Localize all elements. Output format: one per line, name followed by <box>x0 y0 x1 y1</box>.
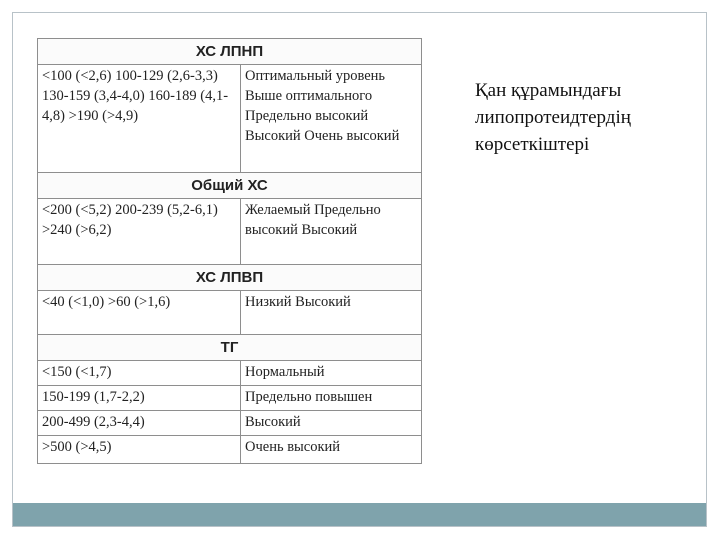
value-cell: <150 (<1,7) <box>38 361 241 386</box>
caption-line: Қан құрамындағы <box>475 80 622 101</box>
table-row <box>38 291 422 335</box>
section-header-ldl <box>38 39 422 65</box>
section-title-ldl: ХС ЛПНП <box>38 39 422 65</box>
level-cell: Нормальный <box>241 361 422 386</box>
section-header-total-cholesterol <box>38 173 422 199</box>
value-cell: 150-199 (1,7-2,2) <box>38 386 241 411</box>
level-cell: Желаемый Предельно высокий Высокий <box>241 199 422 265</box>
section-header-hdl <box>38 265 422 291</box>
section-header-triglycerides <box>38 335 422 361</box>
value-cell: <100 (<2,6) 100-129 (2,6-3,3) 130-159 (3,4-4,0) 160-189 (4,1-4,8) >190 (>4,9) <box>38 65 241 173</box>
value-cell: >500 (>4,5) <box>38 436 241 464</box>
table-row <box>38 199 422 265</box>
section-title-triglycerides: ТГ <box>38 335 422 361</box>
slide-caption <box>475 77 705 158</box>
table-row <box>38 65 422 173</box>
section-title-hdl: ХС ЛПВП <box>38 265 422 291</box>
table-row <box>38 436 422 464</box>
caption-line: липопротеидтердің <box>475 107 631 128</box>
section-title-total-cholesterol: Общий ХС <box>38 173 422 199</box>
table-row <box>38 386 422 411</box>
level-cell: Высокий <box>241 411 422 436</box>
footer-bar <box>13 503 706 526</box>
lipid-reference-table <box>37 38 422 464</box>
level-cell: Низкий Высокий <box>241 291 422 335</box>
table-row <box>38 361 422 386</box>
level-cell: Оптимальный уровень Выше оптимального Предельно высокий Высокий Очень высокий <box>241 65 422 173</box>
value-cell: 200-499 (2,3-4,4) <box>38 411 241 436</box>
caption-line: көрсеткіштері <box>475 134 590 155</box>
value-cell: <40 (<1,0) >60 (>1,6) <box>38 291 241 335</box>
level-cell: Очень высокий <box>241 436 422 464</box>
value-cell: <200 (<5,2) 200-239 (5,2-6,1) >240 (>6,2) <box>38 199 241 265</box>
table-row <box>38 411 422 436</box>
level-cell: Предельно повышен <box>241 386 422 411</box>
